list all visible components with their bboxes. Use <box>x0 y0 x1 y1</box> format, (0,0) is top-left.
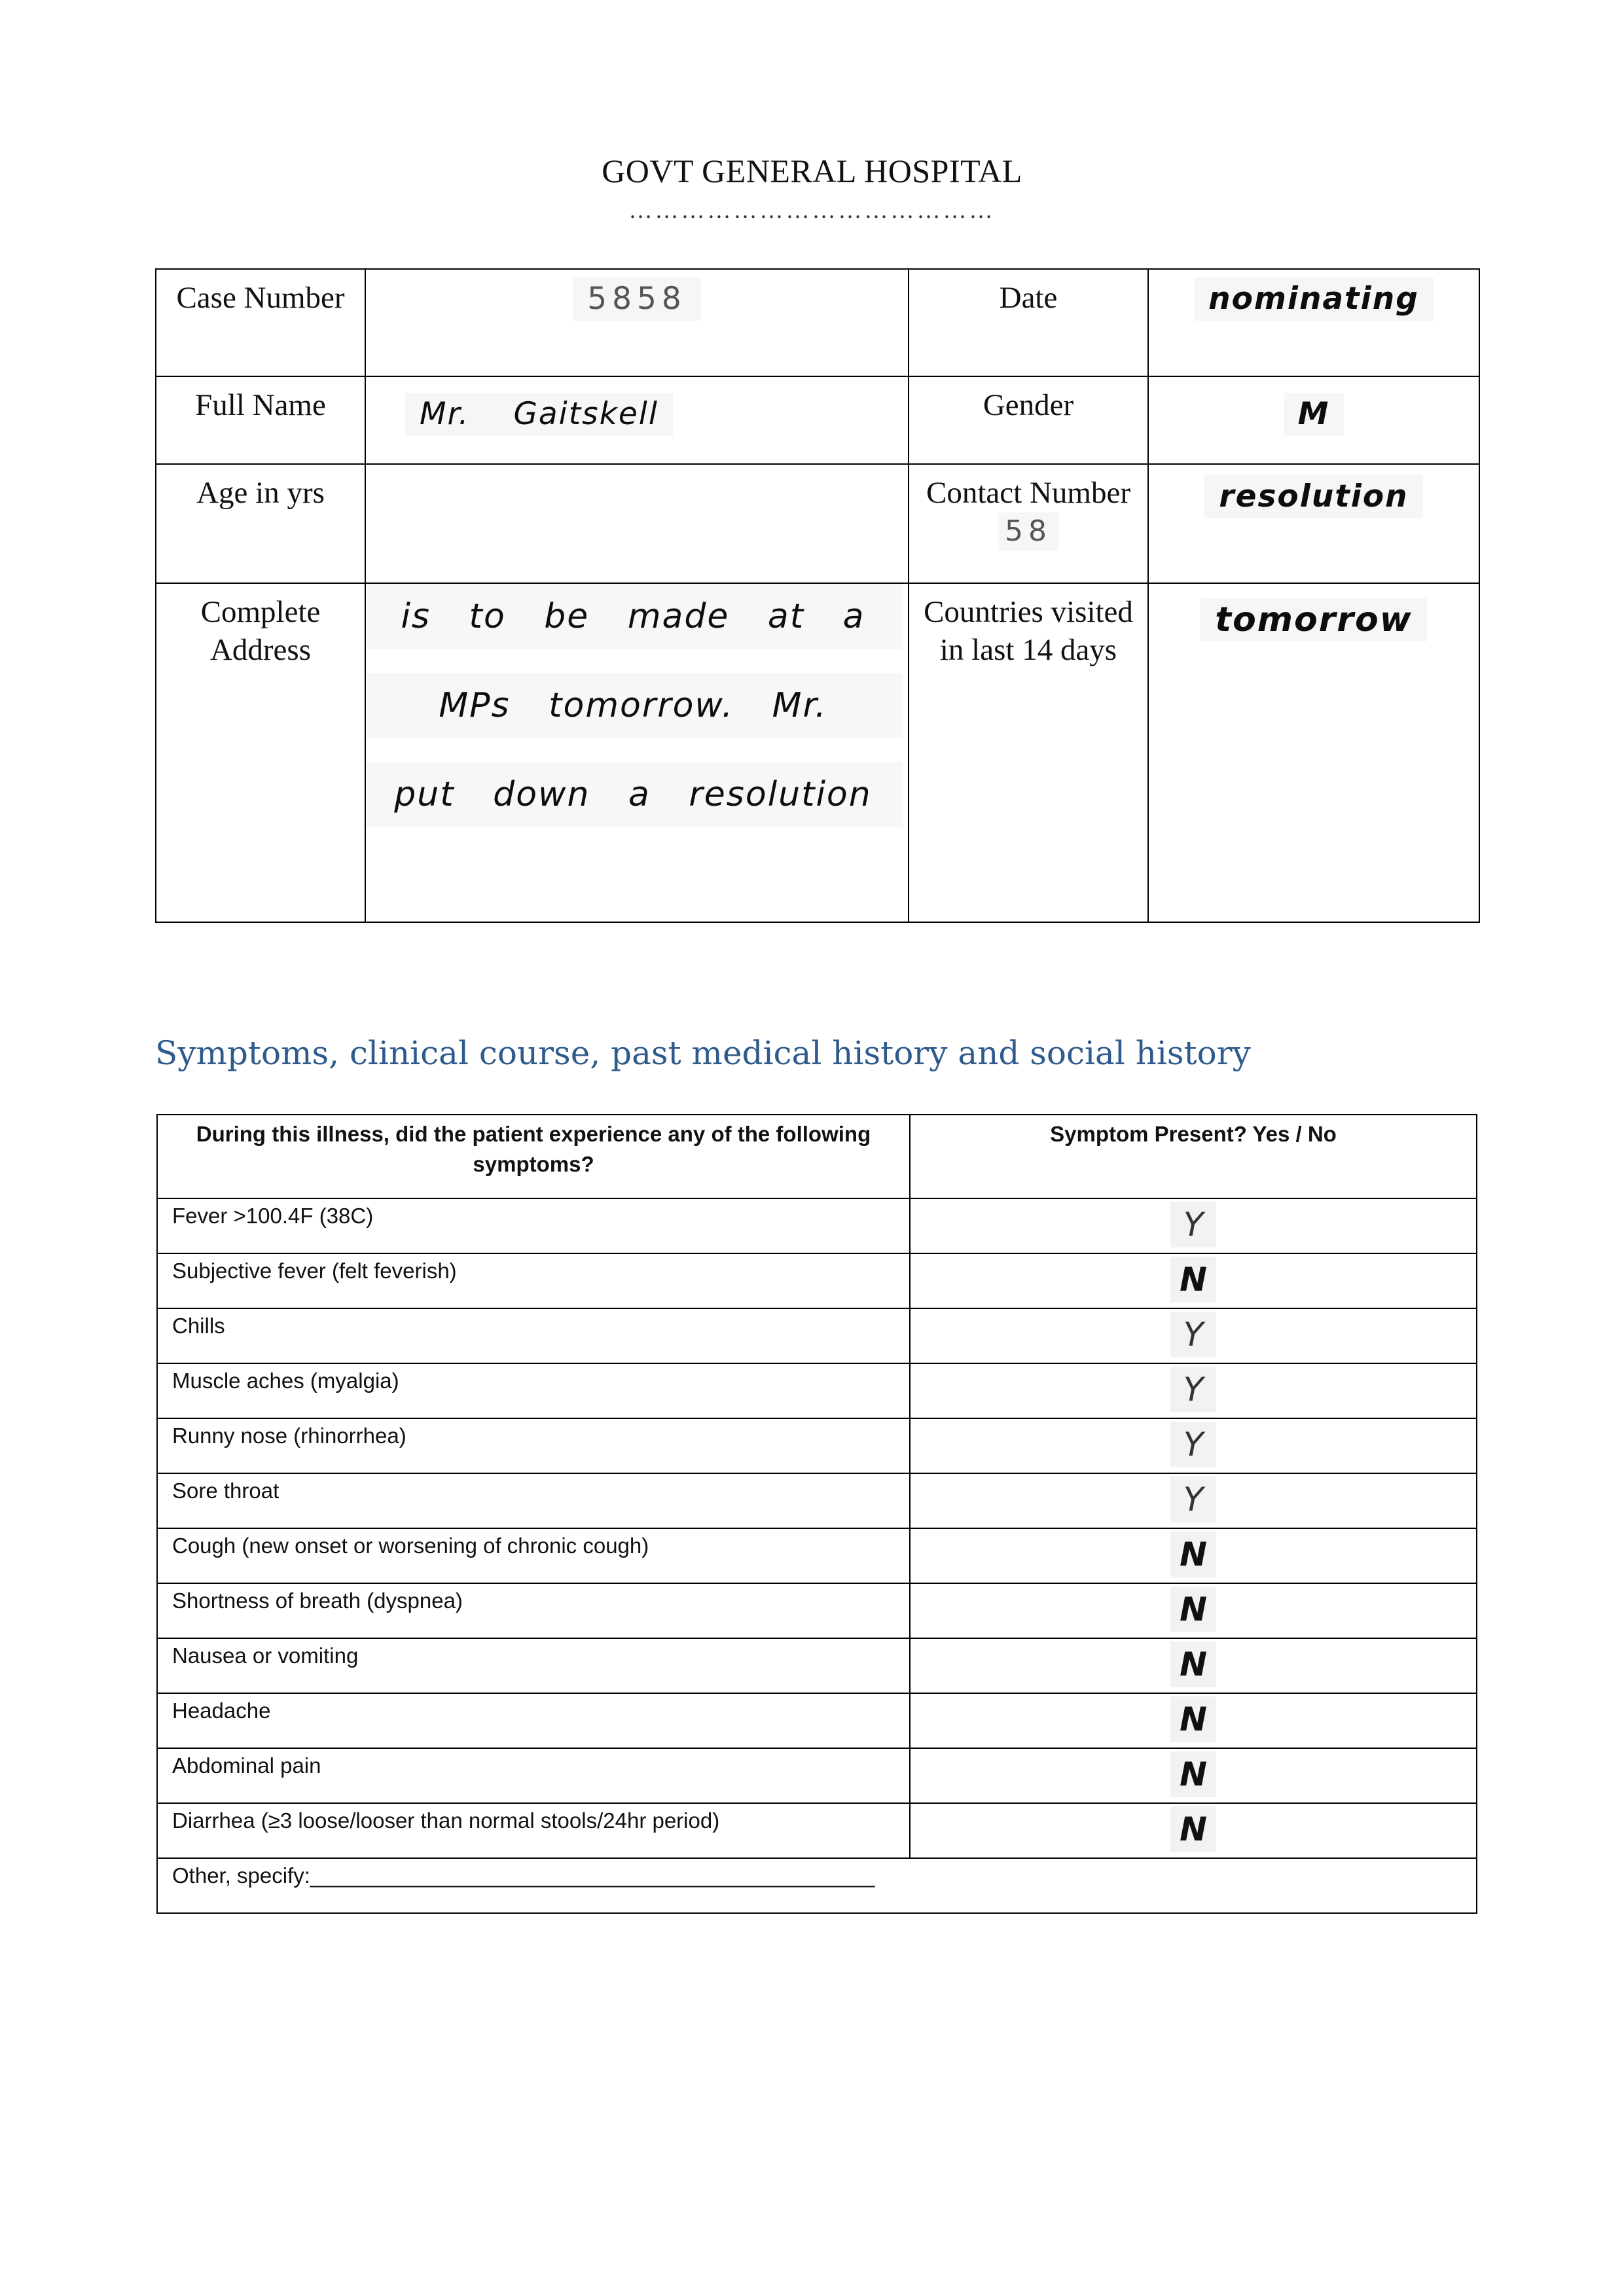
answer-column-header: Symptom Present? Yes / No <box>910 1115 1477 1198</box>
symptom-answer-cell[interactable] <box>910 1253 1477 1308</box>
symptom-label: Muscle aches (myalgia) <box>157 1363 910 1418</box>
contact-extra-value[interactable]: resolution <box>1204 475 1422 518</box>
symptom-label: Cough (new onset or worsening of chronic cough) <box>157 1528 910 1583</box>
table-row <box>157 1528 1477 1583</box>
symptom-label: Shortness of breath (dyspnea) <box>157 1583 910 1638</box>
table-row <box>157 1418 1477 1473</box>
symptom-answer: N <box>1170 1587 1216 1632</box>
symptom-answer-cell[interactable] <box>910 1583 1477 1638</box>
table-row <box>157 1253 1477 1308</box>
symptom-answer: N <box>1170 1532 1216 1577</box>
contact-number-value[interactable]: 58 <box>998 512 1058 550</box>
symptom-label: Headache <box>157 1693 910 1748</box>
symptom-answer: Y <box>1170 1422 1216 1467</box>
symptom-answer: N <box>1170 1751 1216 1797</box>
symptom-answer: N <box>1170 1696 1216 1742</box>
title-dotted-line: …………………………………… <box>628 197 996 223</box>
address-line-3: put down a resolution <box>366 762 903 827</box>
symptom-answer-cell[interactable] <box>910 1528 1477 1583</box>
table-row <box>157 1693 1477 1748</box>
symptom-answer-cell[interactable] <box>910 1748 1477 1803</box>
gender-value[interactable]: M <box>1284 393 1344 436</box>
case-number-value[interactable]: 5858 <box>573 278 701 321</box>
section-heading: Symptoms, clinical course, past medical history and social history <box>155 1034 1251 1072</box>
symptom-label: Nausea or vomiting <box>157 1638 910 1693</box>
symptom-label: Runny nose (rhinorrhea) <box>157 1418 910 1473</box>
symptom-answer: Y <box>1170 1367 1216 1412</box>
address-label: Complete Address <box>156 583 365 922</box>
symptom-label: Diarrhea (≥3 loose/looser than normal stools/24hr period) <box>157 1803 910 1858</box>
other-specify-field[interactable]: Other, specify:_______________________________________________ <box>157 1858 1477 1913</box>
symptom-answer-cell[interactable] <box>910 1198 1477 1253</box>
symptom-rows <box>157 1198 1477 1858</box>
table-row <box>157 1198 1477 1253</box>
symptoms-table <box>156 1114 1477 1914</box>
symptom-answer-cell[interactable] <box>910 1693 1477 1748</box>
age-value[interactable] <box>365 464 909 583</box>
contact-number-label: Contact Number <box>926 476 1130 510</box>
symptom-answer-cell[interactable] <box>910 1418 1477 1473</box>
gender-label: Gender <box>909 376 1148 464</box>
table-row <box>157 1803 1477 1858</box>
address-line-1: is to be made at a <box>366 584 903 649</box>
symptom-label: Abdominal pain <box>157 1748 910 1803</box>
symptom-answer-cell[interactable] <box>910 1473 1477 1528</box>
table-row <box>157 1638 1477 1693</box>
symptom-answer: N <box>1170 1257 1216 1302</box>
countries-label: Countries visited in last 14 days <box>909 583 1148 922</box>
full-name-value[interactable]: Mr. Gaitskell <box>405 393 673 436</box>
symptom-label: Subjective fever (felt feverish) <box>157 1253 910 1308</box>
symptom-answer: Y <box>1170 1477 1216 1522</box>
symptom-answer: Y <box>1170 1312 1216 1357</box>
full-name-label: Full Name <box>156 376 365 464</box>
symptom-answer-cell[interactable] <box>910 1803 1477 1858</box>
address-value[interactable] <box>365 583 909 922</box>
symptom-answer-cell[interactable] <box>910 1308 1477 1363</box>
date-value[interactable]: nominating <box>1194 278 1434 321</box>
patient-info-table <box>155 268 1480 923</box>
table-row <box>157 1748 1477 1803</box>
case-number-label: Case Number <box>156 269 365 376</box>
symptom-label: Chills <box>157 1308 910 1363</box>
symptoms-column-header: During this illness, did the patient experience any of the following symptoms? <box>157 1115 910 1198</box>
hospital-title: GOVT GENERAL HOSPITAL <box>602 152 1022 189</box>
countries-value[interactable]: tomorrow <box>1200 598 1427 641</box>
symptom-answer: N <box>1170 1641 1216 1687</box>
date-label: Date <box>909 269 1148 376</box>
age-label: Age in yrs <box>156 464 365 583</box>
symptom-answer: N <box>1170 1806 1216 1852</box>
table-row <box>157 1363 1477 1418</box>
table-row <box>157 1473 1477 1528</box>
table-row <box>157 1308 1477 1363</box>
symptom-answer-cell[interactable] <box>910 1363 1477 1418</box>
address-line-2: MPs tomorrow. Mr. <box>366 673 903 738</box>
symptom-label: Sore throat <box>157 1473 910 1528</box>
symptom-answer: Y <box>1170 1202 1216 1247</box>
symptom-answer-cell[interactable] <box>910 1638 1477 1693</box>
symptom-label: Fever >100.4F (38C) <box>157 1198 910 1253</box>
table-row <box>157 1583 1477 1638</box>
